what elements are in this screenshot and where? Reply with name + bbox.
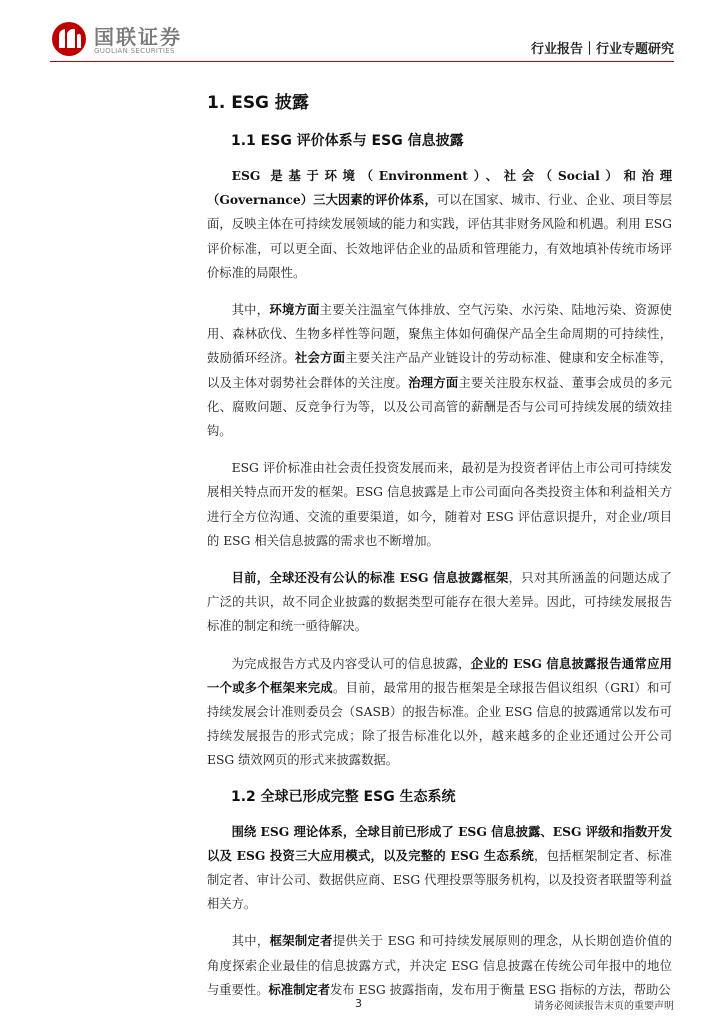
page-number: 3 xyxy=(355,997,362,1010)
section-title-1: 1. ESG 披露 xyxy=(207,93,309,113)
page-header xyxy=(0,0,724,62)
paragraph-esg-origin: ESG 评价标准由社会责任投资发展而来，最初是为投资者评估上市公司可持续发展相关特点而开发的框架。ESG 信息披露是上市公司面向各类投资主体和利益相关方进行全方位沟通、交流的重要渠道，如今，随着对 ESG 评估意识提升，对企业/项目的 ESG 相关信息披露的需求也不断增加。 xyxy=(207,461,672,548)
paragraph-esg-aspects: 其中，环境方面主要关注温室气体排放、空气污染、水污染、陆地污染、资源使用、森林砍伐、生物多样性等问题，聚焦主体如何确保产品全生命周期的可持续性，鼓励循环经济。社会方面主要关注产品产业链设计的劳动标准、健康和安全标准等，以及主体对弱势社会群体的关注度。治理方面主要关注股东权益、董事会成员的多元化、腐败问题、反竞争行为等，以及公司高管的薪酬是否与公司可持续发展的绩效挂钩。 xyxy=(207,302,672,439)
logo-mark-icon xyxy=(50,20,88,58)
paragraph-framework-setters: 其中，框架制定者提供关于 ESG 和可持续发展原则的理念，从长期创造价值的角度探索企业最佳的信息披露方式，并决定 ESG 信息披露在传统公司年报中的地位与重要性。标准制定者发布 ESG 披露指南，发布用于衡量 ESG 指标的方法，帮助公 xyxy=(207,933,672,997)
section-title-1-2: 1.2 全球已形成完整 ESG 生态系统 xyxy=(231,788,456,805)
disclaimer-note: 请务必阅读报告末页的重要声明 xyxy=(534,1001,674,1012)
paragraph-no-standard-framework: 目前，全球还没有公认的标准 ESG 信息披露框架，只对其所涵盖的问题达成了广泛的共识，故不同企业披露的数据类型可能存在很大差异。因此，可持续发展报告标准的制定和统一亟待解决。 xyxy=(207,570,672,634)
report-type-label: 行业报告｜行业专题研究 xyxy=(530,42,674,57)
logo-text-en: GUOLIAN SECURITIES xyxy=(94,47,175,55)
paragraph-esg-ecosystem: 围绕 ESG 理论体系，全球目前已形成了 ESG 信息披露、ESG 评级和指数开发以及 ESG 投资三大应用模式，以及完整的 ESG 生态系统，包括框架制定者、标准制定者、审计公司、数据供应商、ESG 代理投票等服务机构，以及投资者联盟等利益相关方。 xyxy=(207,823,672,912)
company-logo xyxy=(50,20,210,56)
paragraph-esg-definition: ESG 是基于环境（Environment）、社会（Social）和治理（Governance）三大因素的评价体系，可以在国家、城市、行业、企业、项目等层面，反映主体在可持续发展领域的能力和实践，评估其非财务风险和机遇。利用 ESG 评价标准，可以更全面、长效地评估企业的品质和管理能力，有效地填补传统市场评价标准的局限性。 xyxy=(207,168,672,280)
section-title-1-1: 1.1 ESG 评价体系与 ESG 信息披露 xyxy=(231,133,464,149)
paragraph-reporting-frameworks: 为完成报告方式及内容受认可的信息披露，企业的 ESG 信息披露报告通常应用一个或多个框架来完成。目前，最常用的报告框架是全球报告倡议组织（GRI）和可持续发展会计准则委员会（SASB）的报告标准。企业 ESG 信息的披露通常以发布可持续发展报告的形式完成；除了报告标准化以外，越来越多的企业还通过公开公司 ESG 绩效网页的形式来披露数据。 xyxy=(207,655,672,768)
main-content xyxy=(207,88,672,1015)
header-divider xyxy=(50,61,674,62)
logo-text-cn: 国联证券 xyxy=(94,25,182,49)
